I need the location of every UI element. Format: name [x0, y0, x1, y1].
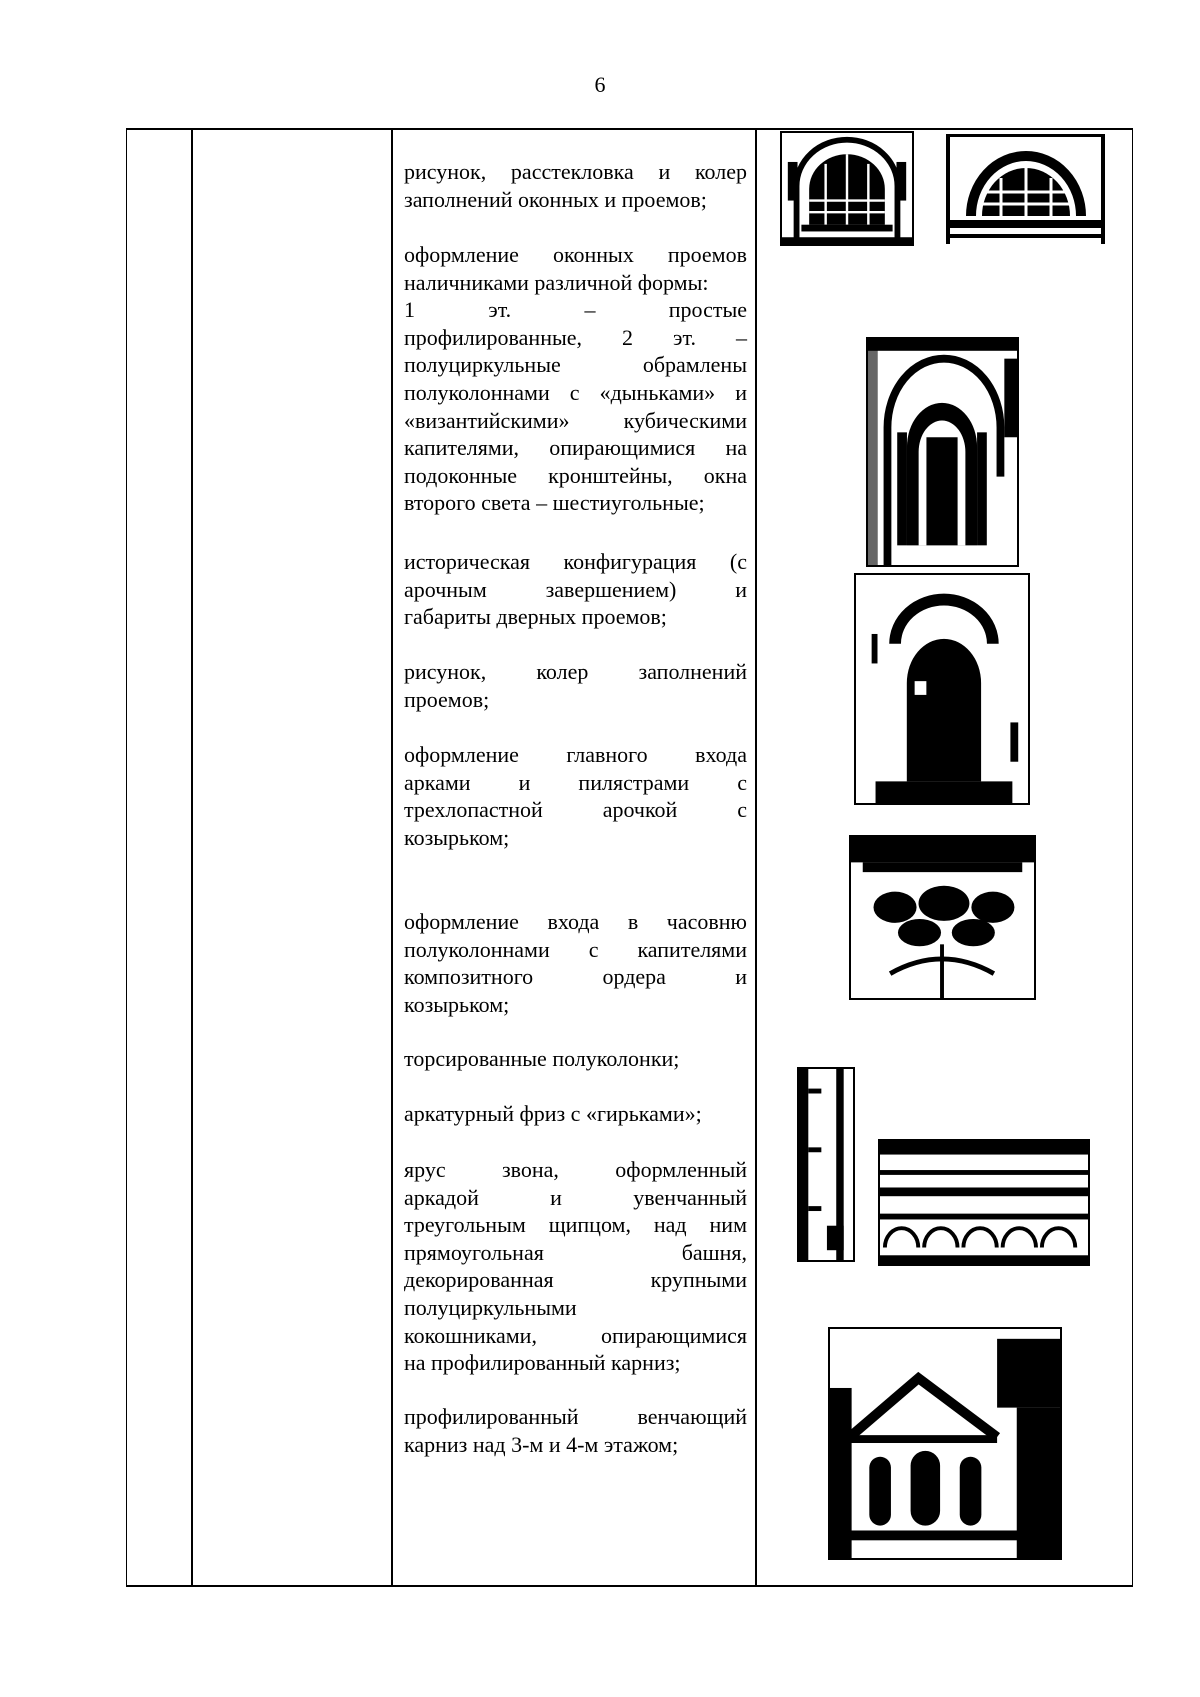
text-line: торсированные полуколонки;: [404, 1046, 680, 1071]
page-number: 6: [594, 72, 606, 97]
text-line: аркатурный фриз с «гирьками»;: [404, 1101, 702, 1126]
text-line: профилированный венчающий: [404, 1404, 747, 1429]
text-line: карниз над 3-м и 4-м этажом;: [404, 1431, 679, 1457]
text-line: полуциркульными: [404, 1294, 577, 1320]
text-line: оформление входа в часовню: [404, 909, 747, 934]
text-line: треугольным щипцом, над ним: [404, 1212, 747, 1238]
text-line: ярус звона, оформленный: [404, 1157, 747, 1182]
text-line: подоконные кронштейны, окна: [404, 462, 747, 488]
text-line: полуколоннами с капителями: [404, 936, 747, 962]
column-divider-1: [191, 128, 193, 1587]
text-line: аркадой и увенчанный: [404, 1184, 747, 1210]
composite-capital-photo-5: [849, 835, 1036, 1000]
column-divider-2: [391, 128, 393, 1587]
paragraph-main-entrance: [404, 741, 747, 851]
text-line: второго света – шестиугольные;: [404, 490, 705, 516]
text-line: габариты дверных проемов;: [404, 604, 667, 630]
text-line: козырьком;: [404, 824, 510, 850]
paragraph-arcature-frieze: [404, 1100, 747, 1128]
text-line: 1 эт. – простые: [404, 297, 747, 323]
text-line: арочным завершением) и: [404, 576, 747, 602]
paragraph-window-fill: [404, 158, 747, 213]
paragraph-twisted-columns: [404, 1045, 747, 1073]
paragraph-window-trim: [404, 241, 747, 517]
text-line: полуколоннами с «дыньками» и: [404, 379, 747, 405]
text-line: полуциркульные обрамлены: [404, 352, 747, 378]
paragraph-door-fill: [404, 658, 747, 713]
paragraph-cornice: [404, 1403, 747, 1458]
paragraph-door-configuration: [404, 548, 747, 631]
paragraph-chapel-entrance: [404, 908, 747, 1018]
semicircular-window-photo-2: [946, 134, 1105, 244]
text-line: трехлопастной арочкой с: [404, 797, 747, 823]
text-line: рисунок, колер заполнений: [404, 659, 747, 684]
text-line: проемов;: [404, 686, 490, 712]
bell-tier-gable-photo-8: [828, 1327, 1062, 1560]
arched-door-photo-4: [854, 573, 1030, 805]
column-divider-3: [755, 128, 757, 1587]
text-line: рисунок, расстекловка и колер: [404, 159, 747, 184]
text-line: кокошниками, опирающимися: [404, 1322, 747, 1348]
text-line: историческая конфигурация (с: [404, 549, 747, 574]
text-line: прямоугольная башня,: [404, 1239, 747, 1265]
text-line: капителями, опирающимися на: [404, 435, 747, 461]
arched-window-framed-photo-3: [866, 337, 1019, 567]
text-line: заполнений оконных и проемов;: [404, 186, 707, 212]
arched-window-photo-1: [780, 131, 914, 246]
text-line: композитного ордера и: [404, 964, 747, 990]
paragraph-bell-tier: [404, 1156, 747, 1377]
text-line: профилированные, 2 эт. –: [404, 324, 747, 350]
text-line: декорированная крупными: [404, 1267, 747, 1293]
text-line: козырьком;: [404, 991, 510, 1017]
twisted-half-column-photo-6: [797, 1067, 855, 1262]
text-line: оформление главного входа: [404, 742, 747, 767]
text-line: на профилированный карниз;: [404, 1350, 681, 1376]
text-line: арками и пилястрами с: [404, 769, 747, 795]
arcature-frieze-photo-7: [878, 1139, 1090, 1266]
text-line: наличниками различной формы:: [404, 269, 709, 295]
text-line: «византийскими» кубическими: [404, 407, 747, 433]
text-line: оформление оконных проемов: [404, 242, 747, 267]
